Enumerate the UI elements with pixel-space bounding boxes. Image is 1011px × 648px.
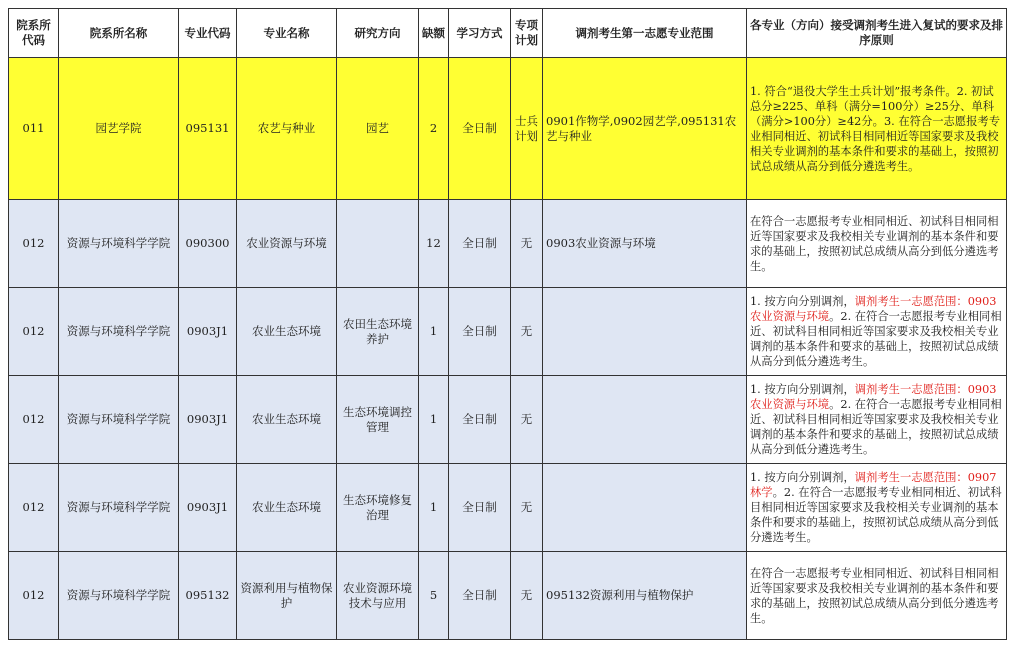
header-row (9, 9, 1007, 58)
cell-direction: 生态环境修复治理 (337, 464, 419, 552)
cell-dept-name: 园艺学院 (59, 58, 179, 200)
table-row (9, 58, 1007, 200)
cell-requirements (747, 200, 1007, 288)
cell-special-plan: 无 (511, 376, 543, 464)
header-direction: 研究方向 (337, 9, 419, 58)
table-row (9, 552, 1007, 640)
cell-dept-code: 012 (9, 464, 59, 552)
req-text: 1. 按方向分别调剂， (750, 383, 855, 396)
cell-major-code: 090300 (179, 200, 237, 288)
header-major-name: 专业名称 (237, 9, 337, 58)
cell-direction: 农田生态环境养护 (337, 288, 419, 376)
cell-study-mode: 全日制 (449, 288, 511, 376)
header-major-code: 专业代码 (179, 9, 237, 58)
req-text-rest: 。2. 在符合一志愿报考专业相同相近、初试科目相同相近等国家要求及我校相关专业调剂的基本条件和要求的基础上，按照初试总成绩从高分到低分遴选考生。 (750, 398, 1002, 456)
header-requirements: 各专业（方向）接受调剂考生进入复试的要求及排序原则 (747, 9, 1007, 58)
cell-first-choice-range: 0903农业资源与环境 (543, 200, 747, 288)
cell-dept-name: 资源与环境科学学院 (59, 376, 179, 464)
cell-requirements (747, 464, 1007, 552)
cell-study-mode: 全日制 (449, 376, 511, 464)
req-text: 1. 按方向分别调剂， (750, 295, 855, 308)
cell-dept-name: 资源与环境科学学院 (59, 464, 179, 552)
cell-first-choice-range (543, 288, 747, 376)
cell-study-mode: 全日制 (449, 58, 511, 200)
cell-dept-code: 012 (9, 552, 59, 640)
cell-direction: 农业资源环境技术与应用 (337, 552, 419, 640)
cell-dept-code: 012 (9, 200, 59, 288)
req-text-rest: 。2. 在符合一志愿报考专业相同相近、初试科目相同相近等国家要求及我校相关专业调剂的基本条件和要求的基础上，按照初试总成绩从高分到低分遴选考生。 (750, 486, 1002, 544)
table-row (9, 376, 1007, 464)
cell-dept-name: 资源与环境科学学院 (59, 200, 179, 288)
adjustment-table (8, 8, 1007, 640)
cell-direction (337, 200, 419, 288)
cell-dept-code: 011 (9, 58, 59, 200)
cell-major-code: 0903J1 (179, 288, 237, 376)
cell-study-mode: 全日制 (449, 464, 511, 552)
cell-requirements (747, 552, 1007, 640)
cell-direction: 园艺 (337, 58, 419, 200)
cell-major-code: 0903J1 (179, 464, 237, 552)
cell-special-plan: 无 (511, 464, 543, 552)
req-highlight: 调剂考生一志愿范围：0903农业资源与环境 (750, 383, 997, 411)
cell-quota: 1 (419, 288, 449, 376)
header-dept-code: 院系所代码 (9, 9, 59, 58)
req-text-rest: 。2. 在符合一志愿报考专业相同相近、初试科目相同相近等国家要求及我校相关专业调剂的基本条件和要求的基础上，按照初试总成绩从高分到低分遴选考生。 (750, 310, 1002, 368)
cell-dept-name: 资源与环境科学学院 (59, 552, 179, 640)
cell-major-name: 农业生态环境 (237, 288, 337, 376)
cell-requirements (747, 58, 1007, 200)
cell-requirements (747, 376, 1007, 464)
cell-special-plan: 无 (511, 288, 543, 376)
req-text: 1. 符合“退役大学生士兵计划”报考条件。2. 初试总分≥225、单科（满分=100分）≥25分、单科（满分>100分）≥42分。3. 在符合一志愿报考专业相同相近、初试科目相同相近等国家要求及我校相关专业调剂的基本条件和要求的基础上，按照初试总成绩从高分到低分遴选考生。 (750, 84, 1000, 173)
req-text: 在符合一志愿报考专业相同相近、初试科目相同相近等国家要求及我校相关专业调剂的基本条件和要求的基础上，按照初试总成绩从高分到低分遴选考生。 (750, 214, 999, 273)
req-highlight: 调剂考生一志愿范围：0907林学 (750, 471, 997, 499)
req-highlight: 调剂考生一志愿范围：0903农业资源与环境 (750, 295, 997, 323)
cell-first-choice-range (543, 376, 747, 464)
cell-quota: 12 (419, 200, 449, 288)
cell-dept-name: 资源与环境科学学院 (59, 288, 179, 376)
cell-major-name: 农业资源与环境 (237, 200, 337, 288)
cell-quota: 1 (419, 464, 449, 552)
cell-first-choice-range (543, 464, 747, 552)
req-text: 在符合一志愿报考专业相同相近、初试科目相同相近等国家要求及我校相关专业调剂的基本条件和要求的基础上，按照初试总成绩从高分到低分遴选考生。 (750, 566, 999, 625)
cell-major-name: 农艺与种业 (237, 58, 337, 200)
cell-first-choice-range: 0901作物学,0902园艺学,095131农艺与种业 (543, 58, 747, 200)
cell-requirements (747, 288, 1007, 376)
header-dept-name: 院系所名称 (59, 9, 179, 58)
cell-study-mode: 全日制 (449, 200, 511, 288)
table-row (9, 288, 1007, 376)
req-text: 1. 按方向分别调剂， (750, 471, 855, 484)
cell-major-code: 095131 (179, 58, 237, 200)
cell-quota: 5 (419, 552, 449, 640)
cell-study-mode: 全日制 (449, 552, 511, 640)
cell-direction: 生态环境调控管理 (337, 376, 419, 464)
header-quota: 缺额 (419, 9, 449, 58)
table-row (9, 200, 1007, 288)
cell-quota: 1 (419, 376, 449, 464)
cell-major-name: 资源利用与植物保护 (237, 552, 337, 640)
table-row (9, 464, 1007, 552)
cell-quota: 2 (419, 58, 449, 200)
cell-dept-code: 012 (9, 288, 59, 376)
cell-major-name: 农业生态环境 (237, 376, 337, 464)
cell-special-plan: 无 (511, 552, 543, 640)
cell-first-choice-range: 095132资源利用与植物保护 (543, 552, 747, 640)
header-study-mode: 学习方式 (449, 9, 511, 58)
header-special-plan: 专项计划 (511, 9, 543, 58)
cell-major-code: 095132 (179, 552, 237, 640)
cell-special-plan: 士兵计划 (511, 58, 543, 200)
cell-major-code: 0903J1 (179, 376, 237, 464)
header-first-choice-range: 调剂考生第一志愿专业范围 (543, 9, 747, 58)
cell-major-name: 农业生态环境 (237, 464, 337, 552)
cell-special-plan: 无 (511, 200, 543, 288)
cell-dept-code: 012 (9, 376, 59, 464)
